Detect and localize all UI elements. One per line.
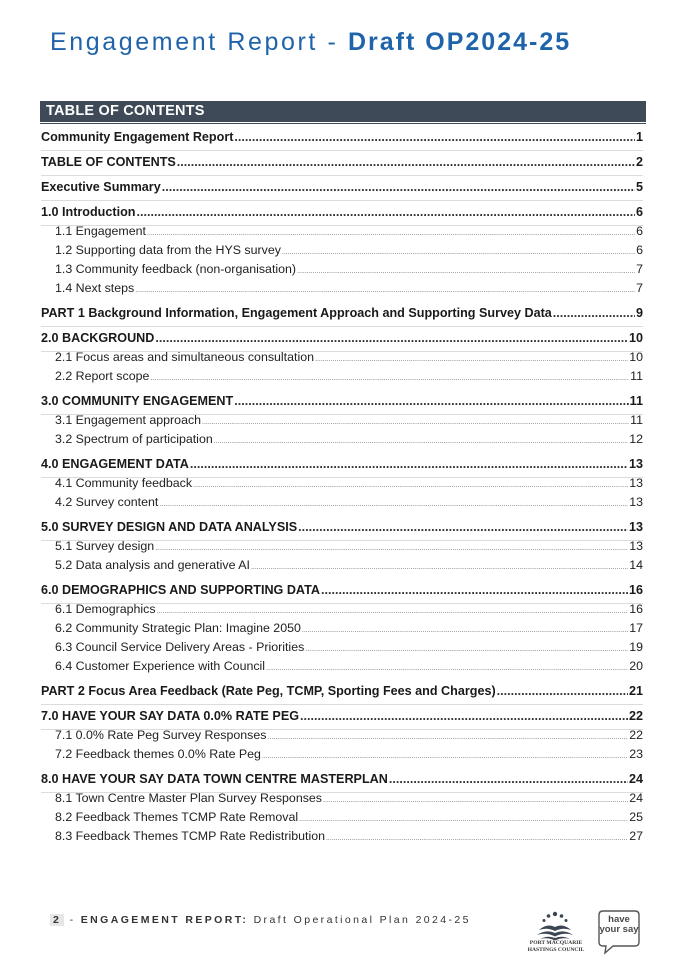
toc-entry-page: 22 (628, 709, 643, 723)
toc-section-entry[interactable] (41, 205, 643, 224)
toc-section-entry[interactable] (41, 583, 643, 602)
toc-section-entry[interactable] (41, 684, 643, 703)
footer (50, 914, 471, 926)
toc-section-entry[interactable] (41, 520, 643, 539)
toc-entry-label: 2.1 Focus areas and simultaneous consultation (55, 350, 314, 364)
toc-entry-label: Executive Summary (41, 180, 161, 194)
toc-dot-leader (214, 438, 628, 445)
toc-section-entry[interactable] (41, 772, 643, 791)
toc-entry-page: 6 (636, 243, 643, 257)
toc-entry-page: 2 (635, 155, 643, 169)
toc-entry-label: 4.1 Community feedback (55, 476, 193, 490)
toc-dot-leader (298, 520, 628, 534)
toc-dot-leader (299, 816, 628, 823)
toc-entry-page: 7 (636, 262, 643, 276)
toc-section-entry[interactable] (41, 306, 643, 325)
toc-entry-label: Community Engagement Report (41, 130, 234, 144)
toc-section-entry[interactable] (41, 331, 643, 350)
footer-report-label: ENGAGEMENT REPORT: (80, 914, 249, 926)
toc-dot-leader (193, 482, 628, 489)
toc-entry-label: 6.1 Demographics (55, 602, 156, 616)
have-your-say-text (597, 915, 641, 935)
toc-entry-label: 4.2 Survey content (55, 495, 159, 509)
toc-dot-leader (315, 356, 628, 363)
toc-subsection-entry[interactable] (41, 224, 643, 243)
toc-entry-page: 23 (629, 747, 643, 761)
toc-subsection-entry[interactable] (41, 262, 643, 281)
toc-section-entry[interactable] (41, 130, 643, 149)
page-title-light: Engagement Report - (50, 28, 348, 56)
toc-dot-leader (266, 665, 628, 672)
toc-entry-page: 20 (629, 659, 643, 673)
toc-entry-label: 6.4 Customer Experience with Council (55, 659, 266, 673)
toc-entry-label: 5.1 Survey design (55, 539, 155, 553)
toc-entry-label: PART 1 Background Information, Engagement Approach and Supporting Survey Data (41, 306, 552, 320)
toc-subsection-entry[interactable] (41, 640, 643, 659)
toc-entry-label: 1.2 Supporting data from the HYS survey (55, 243, 281, 257)
toc-entry-label: 5.2 Data analysis and generative AI (55, 558, 250, 572)
toc-section-entry[interactable] (41, 394, 643, 413)
footer-subtitle: Draft Operational Plan 2024-25 (248, 914, 471, 926)
toc-entry-label: 4.0 ENGAGEMENT DATA (41, 457, 189, 471)
toc-entry-page: 25 (629, 810, 643, 824)
toc-entry-page: 27 (629, 829, 643, 843)
toc-dot-leader (150, 375, 629, 382)
toc-section-entry[interactable] (41, 709, 643, 728)
council-name-line2: HASTINGS COUNCIL (527, 946, 585, 953)
toc-dot-leader (323, 797, 628, 804)
toc-dot-leader (135, 287, 635, 294)
toc-subsection-entry[interactable] (41, 476, 643, 495)
hys-line1: have (608, 914, 630, 925)
footer-page-number: 2 (50, 914, 64, 926)
toc-entry-label: TABLE OF CONTENTS (41, 155, 176, 169)
toc-entry-label: 8.1 Town Centre Master Plan Survey Responses (55, 791, 322, 805)
toc-dot-leader (267, 734, 628, 741)
toc-entry-page: 13 (628, 457, 643, 471)
toc-entry-label: 2.2 Report scope (55, 369, 150, 383)
council-name-line1: PORT MACQUARIE (529, 940, 583, 946)
page-title-draft: Draft OP2024-25 (347, 28, 572, 56)
toc-subsection-entry[interactable] (41, 495, 643, 514)
toc-dot-leader (389, 772, 628, 786)
toc-entry-page: 13 (628, 520, 643, 534)
hys-line2: your say (599, 924, 639, 935)
toc-subsection-entry[interactable] (41, 539, 643, 558)
toc-entry-label: 8.2 Feedback Themes TCMP Rate Removal (55, 810, 299, 824)
toc-entry-label: 1.1 Engagement (55, 224, 146, 238)
toc-dot-leader (282, 249, 635, 256)
toc-entry-label: 1.0 Introduction (41, 205, 136, 219)
toc-dot-leader (136, 205, 635, 219)
toc-subsection-entry[interactable] (41, 829, 643, 848)
toc-dot-leader (155, 331, 628, 345)
toc-dot-leader (326, 835, 628, 842)
toc-subsection-entry[interactable] (41, 558, 643, 577)
toc-entry-page: 21 (628, 684, 643, 698)
toc-entry-page: 13 (629, 495, 643, 509)
toc-dot-leader (190, 457, 628, 471)
toc-entry-page: 14 (629, 558, 643, 572)
toc-dot-leader (251, 564, 628, 571)
toc-subsection-entry[interactable] (41, 413, 643, 432)
toc-entry-page: 16 (629, 602, 643, 616)
toc-dot-leader (553, 306, 635, 320)
toc-subsection-entry[interactable] (41, 369, 643, 388)
toc-section-entry[interactable] (41, 155, 643, 174)
toc-subsection-entry[interactable] (41, 243, 643, 262)
toc-subsection-entry[interactable] (41, 432, 643, 451)
toc-entry-label: 8.3 Feedback Themes TCMP Rate Redistribution (55, 829, 325, 843)
toc-dot-leader (300, 709, 628, 723)
toc-entry-label: 6.0 DEMOGRAPHICS AND SUPPORTING DATA (41, 583, 320, 597)
toc-dot-leader (497, 684, 628, 698)
toc-entry-label: 7.2 Feedback themes 0.0% Rate Peg (55, 747, 261, 761)
toc-entry-page: 7 (636, 281, 643, 295)
toc-entry-label: 5.0 SURVEY DESIGN AND DATA ANALYSIS (41, 520, 298, 534)
toc-entry-page: 9 (635, 306, 643, 320)
toc-dot-leader (321, 583, 628, 597)
toc-subsection-entry[interactable] (41, 810, 643, 829)
page-title (50, 28, 571, 57)
toc-entry-page: 16 (628, 583, 643, 597)
toc-entry-page: 24 (629, 791, 643, 805)
toc-entry-label: 7.1 0.0% Rate Peg Survey Responses (55, 728, 267, 742)
toc-entry-page: 22 (629, 728, 643, 742)
toc-subsection-entry[interactable] (41, 602, 643, 621)
footer-separator: - (64, 914, 81, 926)
toc-entry-page: 24 (628, 772, 643, 786)
toc-entry-label: PART 2 Focus Area Feedback (Rate Peg, TCMP, Sporting Fees and Charges) (41, 684, 496, 698)
toc-subsection-entry[interactable] (41, 621, 643, 640)
toc-entry-page: 11 (630, 369, 643, 383)
toc-dot-leader (302, 627, 628, 634)
toc-dot-leader (162, 180, 635, 194)
toc-entry-label: 3.2 Spectrum of participation (55, 432, 213, 446)
toc-dot-leader (297, 268, 635, 275)
toc-entry-page: 19 (629, 640, 643, 654)
toc-dot-leader (262, 753, 628, 760)
toc-section-entry[interactable] (41, 457, 643, 476)
toc-entry-label: 6.2 Community Strategic Plan: Imagine 2050 (55, 621, 301, 635)
toc-entry-label: 8.0 HAVE YOUR SAY DATA TOWN CENTRE MASTERPLAN (41, 772, 388, 786)
toc-entry-page: 12 (629, 432, 643, 446)
toc-entry-label: 2.0 BACKGROUND (41, 331, 155, 345)
toc-entry-label: 7.0 HAVE YOUR SAY DATA 0.0% RATE PEG (41, 709, 300, 723)
toc-dot-leader (147, 230, 635, 237)
toc-entry-label: 1.3 Community feedback (non-organisation) (55, 262, 297, 276)
toc-entry-page: 10 (629, 350, 643, 364)
toc-entry-page: 17 (629, 621, 643, 635)
toc-entry-page: 6 (636, 224, 643, 238)
toc-subsection-entry[interactable] (41, 791, 643, 810)
toc-entry-label: 6.3 Council Service Delivery Areas - Priorities (55, 640, 305, 654)
toc-subsection-entry[interactable] (41, 350, 643, 369)
toc-entry-page: 6 (635, 205, 643, 219)
toc-entry-label: 1.4 Next steps (55, 281, 135, 295)
toc-dot-leader (234, 130, 635, 144)
toc-dot-leader (177, 155, 635, 169)
toc-header-bar: TABLE OF CONTENTS (40, 101, 646, 122)
council-logo-text (527, 940, 585, 953)
toc-entry-page: 5 (635, 180, 643, 194)
table-of-contents (41, 130, 643, 848)
toc-dot-leader (155, 545, 628, 552)
toc-entry-page: 13 (629, 476, 643, 490)
toc-entry-label: 3.0 COMMUNITY ENGAGEMENT (41, 394, 234, 408)
toc-entry-page: 13 (629, 539, 643, 553)
toc-entry-page: 11 (630, 413, 643, 427)
toc-dot-leader (202, 419, 629, 426)
toc-dot-leader (234, 394, 628, 408)
toc-entry-label: 3.1 Engagement approach (55, 413, 202, 427)
toc-subsection-entry[interactable] (41, 728, 643, 747)
toc-entry-page: 1 (635, 130, 643, 144)
toc-entry-page: 10 (628, 331, 643, 345)
toc-section-entry[interactable] (41, 180, 643, 199)
toc-subsection-entry[interactable] (41, 659, 643, 678)
toc-entry-page: 11 (629, 394, 643, 408)
toc-subsection-entry[interactable] (41, 281, 643, 300)
toc-dot-leader (305, 646, 628, 653)
toc-dot-leader (157, 608, 629, 615)
toc-dot-leader (159, 501, 628, 508)
toc-subsection-entry[interactable] (41, 747, 643, 766)
